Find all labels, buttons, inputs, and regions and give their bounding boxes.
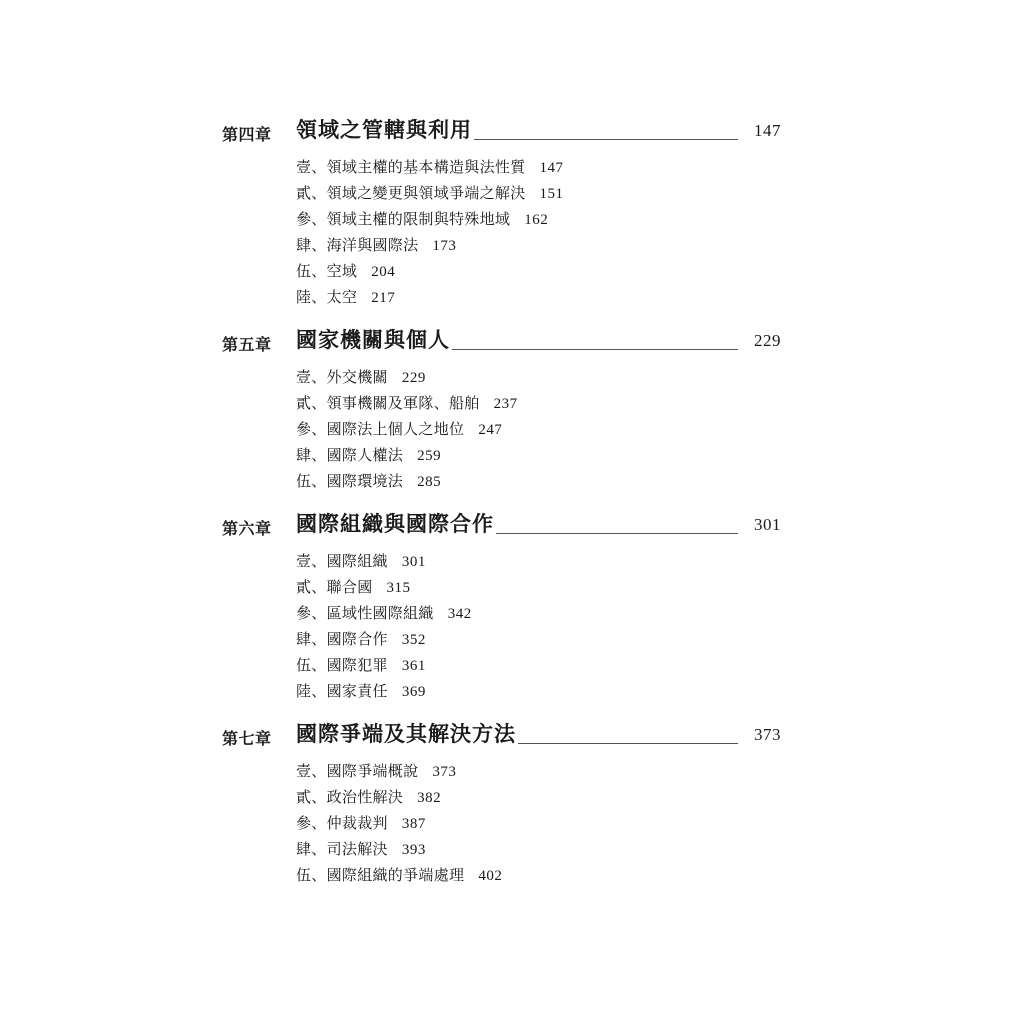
- section-title: 肆、國際人權法: [296, 446, 404, 464]
- section-entry: [296, 758, 502, 784]
- section-title: 參、仲裁裁判: [296, 814, 388, 832]
- section-title: 貳、政治性解決: [296, 788, 404, 806]
- section-title: 貳、領事機關及軍隊、船舶: [296, 394, 480, 412]
- chapter-page-number: 373: [754, 725, 781, 744]
- section-page-number: 342: [447, 606, 472, 622]
- section-page-number: 217: [371, 290, 396, 306]
- section-page-number: 369: [401, 684, 426, 700]
- chapter-page-number: 147: [754, 121, 781, 140]
- chapter-title: 國際組織與國際合作: [296, 508, 496, 538]
- chapter-heading: [0, 322, 1024, 362]
- section-title: 陸、太空: [296, 288, 358, 306]
- section-title: 貳、領域之變更與領域爭端之解決: [296, 184, 526, 202]
- section-title: 伍、國際環境法: [296, 472, 404, 490]
- section-entry: [296, 784, 502, 810]
- section-title: 參、國際法上個人之地位: [296, 420, 465, 438]
- section-entry: [296, 416, 518, 442]
- chapter-label: 第六章: [222, 519, 272, 538]
- chapter-heading: [0, 716, 1024, 756]
- section-list: [296, 758, 502, 888]
- section-title: 肆、海洋與國際法: [296, 236, 419, 254]
- section-title: 肆、國際合作: [296, 630, 388, 648]
- section-entry: [296, 862, 502, 888]
- section-entry: [296, 284, 564, 310]
- section-title: 壹、領域主權的基本構造與法性質: [296, 158, 526, 176]
- chapter-heading: [0, 112, 1024, 152]
- section-list: [296, 364, 518, 494]
- section-title: 陸、國家責任: [296, 682, 388, 700]
- section-entry: [296, 626, 472, 652]
- section-entry: [296, 232, 564, 258]
- chapter-label: 第五章: [222, 335, 272, 354]
- section-title: 伍、國際犯罪: [296, 656, 388, 674]
- section-entry: [296, 548, 472, 574]
- section-page-number: 285: [417, 474, 442, 490]
- section-page-number: 147: [539, 160, 564, 176]
- section-page-number: 204: [371, 264, 396, 280]
- section-page-number: 387: [401, 816, 426, 832]
- section-entry: [296, 652, 472, 678]
- chapter-title: 國家機關與個人: [296, 324, 452, 354]
- section-page-number: 173: [432, 238, 457, 254]
- section-entry: [296, 468, 518, 494]
- section-page-number: 382: [417, 790, 442, 806]
- section-title: 伍、空域: [296, 262, 358, 280]
- section-entry: [296, 600, 472, 626]
- chapter-heading: [0, 506, 1024, 546]
- section-entry: [296, 678, 472, 704]
- section-title: 肆、司法解決: [296, 840, 388, 858]
- section-page-number: 162: [524, 212, 549, 228]
- section-page-number: 237: [493, 396, 518, 412]
- chapter-page-number: 229: [754, 331, 781, 350]
- chapter-label: 第七章: [222, 729, 272, 748]
- chapter-page-number: 301: [754, 515, 781, 534]
- section-page-number: 352: [401, 632, 426, 648]
- section-list: [296, 154, 564, 310]
- section-page-number: 247: [478, 422, 503, 438]
- section-page-number: 373: [432, 764, 457, 780]
- section-page-number: 259: [417, 448, 442, 464]
- chapter-title: 領域之管轄與利用: [296, 114, 474, 144]
- section-page-number: 361: [401, 658, 426, 674]
- section-title: 貳、聯合國: [296, 578, 373, 596]
- chapter-title: 國際爭端及其解決方法: [296, 718, 518, 748]
- section-title: 參、領域主權的限制與特殊地域: [296, 210, 511, 228]
- section-title: 壹、國際組織: [296, 552, 388, 570]
- section-page-number: 229: [401, 370, 426, 386]
- section-page-number: 151: [539, 186, 564, 202]
- section-list: [296, 548, 472, 704]
- section-entry: [296, 442, 518, 468]
- chapter-label: 第四章: [222, 125, 272, 144]
- section-page-number: 402: [478, 868, 503, 884]
- section-entry: [296, 810, 502, 836]
- section-title: 壹、外交機關: [296, 368, 388, 386]
- section-page-number: 393: [401, 842, 426, 858]
- section-title: 伍、國際組織的爭端處理: [296, 866, 465, 884]
- section-entry: [296, 206, 564, 232]
- section-title: 壹、國際爭端概說: [296, 762, 419, 780]
- section-entry: [296, 180, 564, 206]
- section-entry: [296, 154, 564, 180]
- section-entry: [296, 258, 564, 284]
- section-title: 參、區域性國際組織: [296, 604, 434, 622]
- section-entry: [296, 836, 502, 862]
- section-entry: [296, 574, 472, 600]
- section-entry: [296, 390, 518, 416]
- section-page-number: 315: [386, 580, 411, 596]
- section-entry: [296, 364, 518, 390]
- section-page-number: 301: [401, 554, 426, 570]
